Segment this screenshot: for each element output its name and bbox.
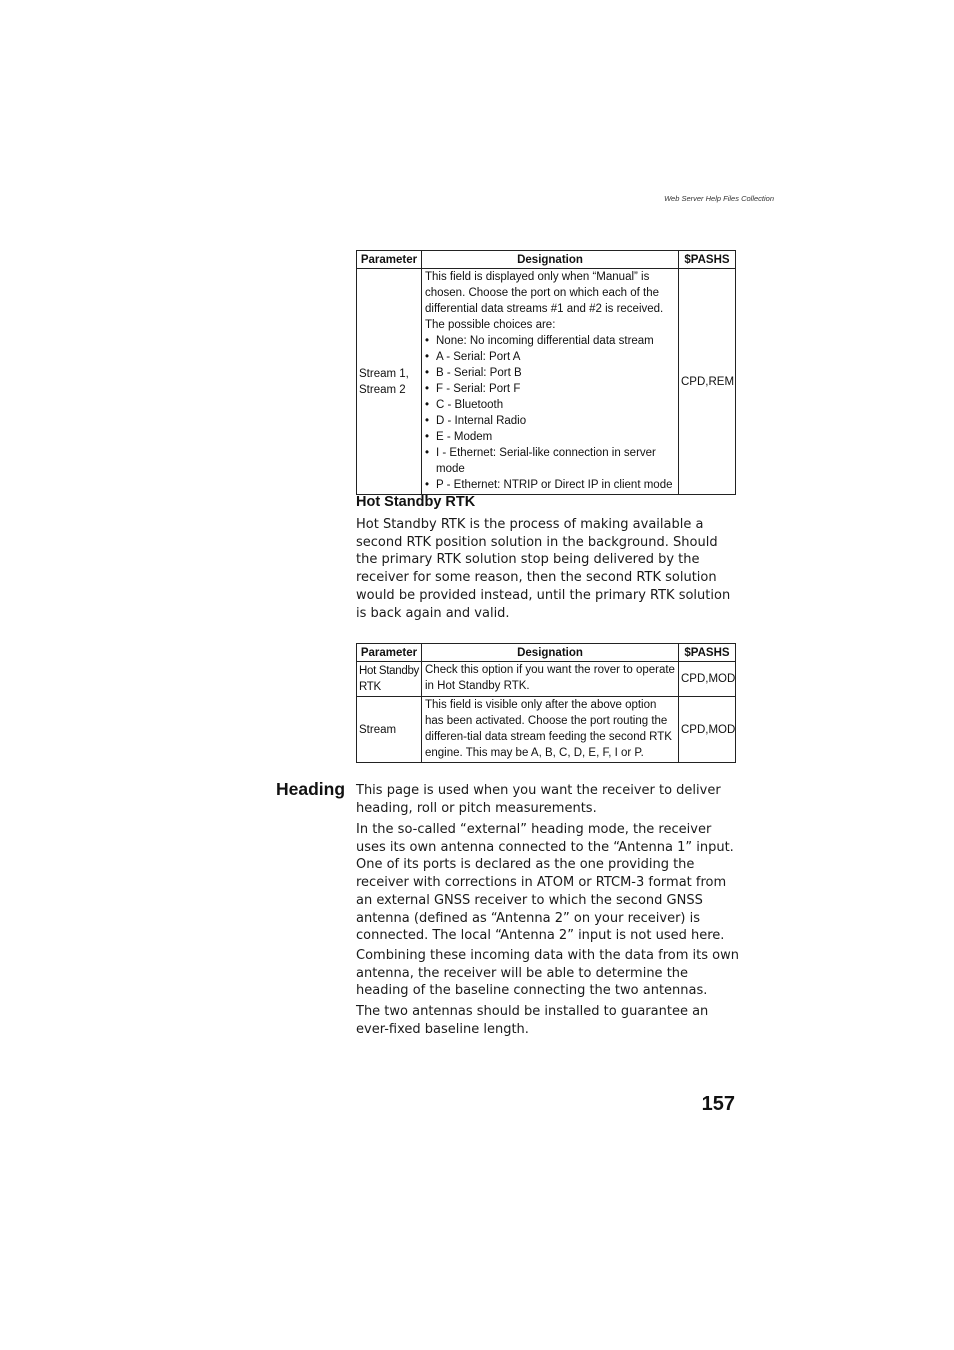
column-header-designation: Designation <box>422 251 679 269</box>
pashs-cell: CPD,REM <box>679 269 736 495</box>
subsection-title: Hot Standby RTK <box>356 494 476 510</box>
column-header-parameter: Parameter <box>357 644 422 662</box>
designation-cell: This field is visible only after the above option has been activated. Choose the port routing the differen-tial data stream feeding the second RTK engine. This may be A, B, C, D, E, F, I or P. <box>422 697 679 763</box>
designation-cell <box>422 269 679 495</box>
list-item: • P - Ethernet: NTRIP or Direct IP in client mode <box>425 477 676 493</box>
list-item: • None: No incoming differential data stream <box>425 333 676 349</box>
column-header-pashs: $PASHS <box>679 644 736 662</box>
list-item: • A - Serial: Port A <box>425 349 676 365</box>
parameter-cell: Stream <box>357 697 422 763</box>
designation-cell: Check this option if you want the rover to operate in Hot Standby RTK. <box>422 662 679 697</box>
section-title: Heading <box>276 779 346 799</box>
hot-standby-parameters-table <box>356 643 736 763</box>
list-item: • C - Bluetooth <box>425 397 676 413</box>
parameter-cell: Hot Standby RTK <box>357 662 422 697</box>
page-number: 157 <box>701 1093 735 1115</box>
pashs-cell: CPD,MOD <box>679 697 736 763</box>
column-header-parameter: Parameter <box>357 251 422 269</box>
heading-paragraph: This page is used when you want the receiver to deliver heading, roll or pitch measurements. <box>356 783 721 816</box>
stream-parameters-table <box>356 250 736 495</box>
hot-standby-paragraph: Hot Standby RTK is the process of making available a second RTK position solution in the background. Should the primary RTK solution stop being delivered by the receiver for some reason, then the second RTK solution would be provided instead, until the primary RTK solution is back again and valid. <box>356 517 731 621</box>
list-item: • F - Serial: Port F <box>425 381 676 397</box>
running-header: Web Server Help Files Collection <box>664 194 774 203</box>
table-row <box>357 662 736 697</box>
heading-paragraph: In the so-called “external” heading mode, the receiver uses its own antenna connected to the “Antenna 1” input. One of its ports is declared as the one providing the receiver with corrections in ATOM or RTCM-3 format from an external GNSS receiver to which the second GNSS antenna (defined as “Antenna 2” on your receiver) is connected. The local “Antenna 2” input is not used here. <box>356 822 734 944</box>
list-item: • B - Serial: Port B <box>425 365 676 381</box>
table-header-row <box>357 251 736 269</box>
parameter-name: Stream 2 <box>359 383 406 396</box>
list-item: • D - Internal Radio <box>425 413 676 429</box>
parameter-cell <box>357 269 422 495</box>
list-item: • I - Ethernet: Serial-like connection in server mode <box>425 445 676 477</box>
column-header-pashs: $PASHS <box>679 251 736 269</box>
heading-paragraph: The two antennas should be installed to guarantee an ever-fixed baseline length. <box>356 1004 709 1037</box>
list-item: • E - Modem <box>425 429 676 445</box>
designation-intro: This field is displayed only when “Manual” is chosen. Choose the port on which each of the differential data streams #1 and #2 is received. The possible choices are: <box>425 271 664 331</box>
table-row <box>357 697 736 763</box>
parameter-name: Stream 1, <box>359 367 409 380</box>
heading-paragraph: Combining these incoming data with the data from its own antenna, the receiver will be able to determine the heading of the baseline connecting the two antennas. <box>356 948 739 999</box>
column-header-designation: Designation <box>422 644 679 662</box>
table-header-row <box>357 644 736 662</box>
pashs-cell: CPD,MOD <box>679 662 736 697</box>
table-row <box>357 269 736 495</box>
choices-list <box>425 333 676 493</box>
